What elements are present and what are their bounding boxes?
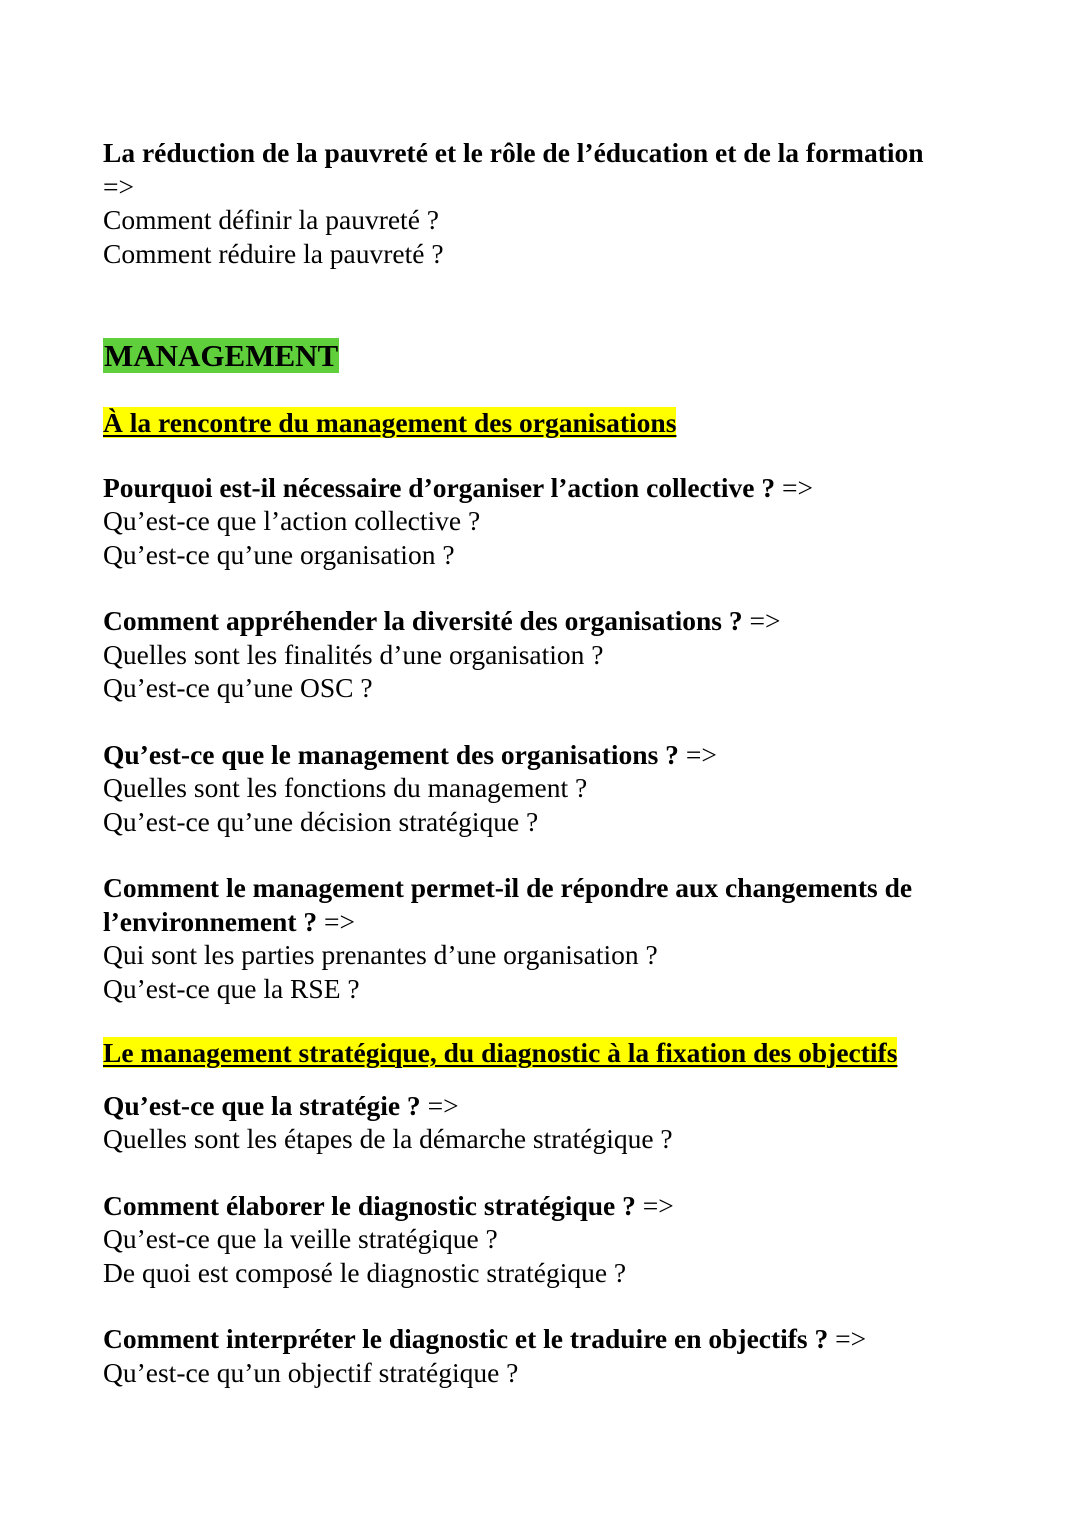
block-question: Qu’est-ce qu’une OSC ?: [103, 672, 373, 703]
chapter1-block-4: [103, 871, 1003, 1005]
block-heading: Pourquoi est-il nécessaire d’organiser l’action collective ?: [103, 471, 776, 503]
chapter2-block-1: [103, 1089, 1003, 1156]
chapter1-block-1: [103, 471, 1003, 572]
management-title-row: [103, 336, 1003, 376]
block-question: Qu’est-ce qu’une décision stratégique ?: [103, 805, 539, 837]
block-question: Qu’est-ce que la veille stratégique ?: [103, 1223, 498, 1254]
block-question: Quelles sont les fonctions du management ?: [103, 772, 588, 803]
intro-question-1: Comment définir la pauvreté ?: [103, 204, 439, 235]
block-heading: l’environnement ?: [103, 905, 318, 937]
block-heading: Qu’est-ce que le management des organisations ?: [103, 738, 679, 770]
chapter1-title: À la rencontre du management des organisations: [103, 407, 677, 438]
chapter2-block-2: [103, 1189, 1003, 1290]
block-question: Quelles sont les finalités d’une organisation ?: [103, 638, 604, 670]
block-heading: Comment le management permet-il de répondre aux changements de: [103, 872, 913, 903]
intro-question-2: Comment réduire la pauvreté ?: [103, 237, 444, 269]
block-question: De quoi est composé le diagnostic stratégique ?: [103, 1256, 627, 1288]
document-page: [103, 136, 1003, 1389]
intro-heading: La réduction de la pauvreté et le rôle de l’éducation et de la formation: [103, 137, 924, 168]
block-heading: Comment élaborer le diagnostic stratégique ?: [103, 1189, 636, 1221]
chapter1-title-row: [103, 406, 1003, 440]
chapter1-block-3: [103, 738, 1003, 839]
chapter2-title-row: [103, 1036, 1003, 1070]
block-question: Qu’est-ce qu’une organisation ?: [103, 538, 455, 570]
block-heading: Comment appréhender la diversité des organisations ?: [103, 605, 743, 636]
block-heading: Qu’est-ce que la stratégie ?: [103, 1089, 421, 1121]
block-arrow: =>: [749, 605, 781, 636]
management-title: MANAGEMENT: [104, 338, 339, 373]
block-arrow: =>: [427, 1089, 459, 1121]
block-question: Qu’est-ce que la RSE ?: [103, 972, 360, 1004]
block-arrow: =>: [642, 1189, 674, 1221]
block-question: Quelles sont les étapes de la démarche stratégique ?: [103, 1123, 673, 1154]
block-arrow: =>: [782, 471, 814, 503]
block-arrow: =>: [324, 905, 356, 937]
chapter2-title: Le management stratégique, du diagnostic à la fixation des objectifs: [103, 1037, 898, 1068]
block-question: Qui sont les parties prenantes d’une organisation ?: [103, 939, 658, 970]
chapter2-block-3: [103, 1322, 1003, 1389]
block-heading: Comment interpréter le diagnostic et le traduire en objectifs ?: [103, 1323, 829, 1354]
block-arrow: =>: [685, 738, 717, 770]
chapter1-block-2: [103, 604, 1003, 705]
block-question: Qu’est-ce que l’action collective ?: [103, 505, 481, 536]
block-question: Qu’est-ce qu’un objectif stratégique ?: [103, 1356, 519, 1388]
intro-arrow: =>: [103, 170, 135, 202]
block-arrow: =>: [835, 1323, 867, 1354]
